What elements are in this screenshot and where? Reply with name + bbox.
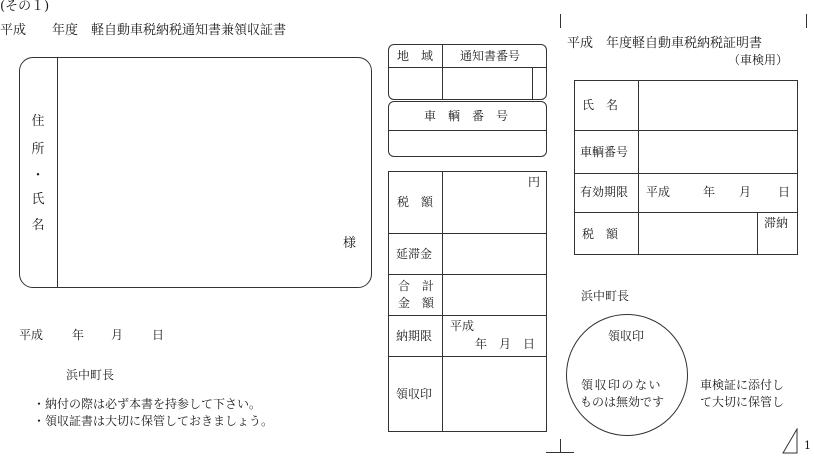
vehicle-number-field[interactable] — [390, 132, 545, 155]
cut-mark-bottom-h — [546, 452, 574, 453]
cert-delinquent-vline — [757, 212, 758, 255]
late-fee-label: 延滞金 — [396, 247, 433, 261]
label-char: 住 — [31, 114, 45, 129]
deadline-label: 納期限 — [396, 329, 433, 343]
notice-inner-vline — [532, 67, 533, 100]
date-day: 日 — [152, 328, 165, 342]
cert-table-hline-3 — [574, 212, 798, 213]
cert-note-line-2: て大切に保管し — [700, 395, 785, 409]
note-bring-document: ・納付の際は必ず本書を持参して下さい。 — [33, 397, 262, 411]
label-char: 所 — [31, 142, 45, 157]
page-tag: (その１) — [0, 0, 50, 14]
area-label: 地 域 — [397, 49, 434, 63]
cert-valid-year: 年 — [703, 185, 716, 199]
tax-amount-field[interactable] — [444, 190, 545, 232]
page-corner-mark — [782, 428, 798, 454]
tax-table-hline-4 — [388, 356, 547, 357]
date-month: 月 — [111, 328, 124, 342]
tax-table-vline — [442, 171, 443, 432]
date-year: 年 — [72, 328, 85, 342]
receipt-stamp-area[interactable] — [444, 358, 545, 430]
cut-mark-top — [560, 14, 561, 28]
total-label-line1: 合 計 — [398, 279, 435, 293]
total-amount-field[interactable] — [444, 276, 545, 314]
area-value-field[interactable] — [390, 69, 441, 98]
cut-mark-right-top — [806, 14, 807, 28]
cert-delinquent-label: 滞納 — [764, 216, 789, 230]
date-era: 平成 — [19, 328, 44, 342]
receipt-stamp-label: 領収印 — [396, 387, 433, 401]
cut-mark-bottom-v — [560, 439, 561, 453]
cert-valid-period-label: 有効期限 — [580, 185, 629, 199]
cert-table-vline — [638, 80, 639, 255]
cert-name-field[interactable] — [640, 82, 796, 129]
vehicle-number-label: 車 輌 番 号 — [424, 109, 509, 123]
cert-valid-era: 平成 — [646, 185, 671, 199]
label-char: 名 — [31, 218, 45, 233]
cert-tax-field[interactable] — [640, 214, 756, 254]
cert-mayor-name: 浜中町長 — [581, 289, 630, 303]
area-notice-vline — [442, 44, 443, 100]
cert-tax-label: 税 額 — [582, 227, 619, 241]
label-char: 氏 — [31, 192, 45, 207]
certificate-title: 平成 年度軽自動車税納税証明書 — [567, 36, 763, 51]
tax-amount-label: 税 額 — [397, 195, 434, 209]
yen-unit: 円 — [528, 175, 541, 189]
tax-table-hline-3 — [388, 315, 547, 316]
certificate-subtitle: （車検用） — [728, 53, 789, 67]
label-char: ・ — [31, 168, 45, 183]
address-box-divider — [57, 57, 58, 288]
cert-valid-day: 日 — [778, 185, 791, 199]
cert-vehicle-number-field[interactable] — [640, 132, 796, 172]
tax-table-hline-2 — [388, 274, 547, 275]
cert-valid-month: 月 — [739, 185, 752, 199]
cert-table-hline-2 — [574, 173, 798, 174]
tax-table-hline-1 — [388, 233, 547, 234]
total-label-line2: 金 額 — [398, 296, 435, 310]
notice-number-field[interactable] — [444, 69, 530, 98]
late-fee-field[interactable] — [444, 235, 545, 273]
honorific-sama: 様 — [343, 236, 357, 251]
mayor-name: 浜中町長 — [66, 368, 115, 382]
address-name-label — [28, 110, 48, 240]
stamp-circle-title: 領収印 — [608, 329, 645, 343]
page-number: 1 — [804, 439, 811, 452]
cert-table-hline-1 — [574, 130, 798, 131]
note-keep-receipt: ・領収証書は大切に保管しておきましょう。 — [33, 414, 274, 428]
notice-number-label: 通知書番号 — [460, 49, 521, 63]
vehicle-number-hline — [388, 130, 547, 131]
area-notice-hline — [388, 67, 547, 68]
cert-name-label: 氏 名 — [582, 98, 619, 112]
cert-note-line-1: 車検証に添付し — [700, 378, 785, 392]
address-name-box[interactable] — [19, 57, 372, 288]
deadline-era: 平成 — [450, 319, 475, 333]
document-title: 平成 年度 軽自動車税納税通知書兼領収証書 — [0, 23, 287, 38]
stamp-circle-text-2: ものは無効です — [580, 395, 665, 409]
stamp-circle-text-1: 領収印のない — [581, 378, 663, 392]
deadline-ymd: 年 月 日 — [475, 337, 536, 351]
cert-vehicle-number-label: 車輌番号 — [580, 145, 629, 159]
